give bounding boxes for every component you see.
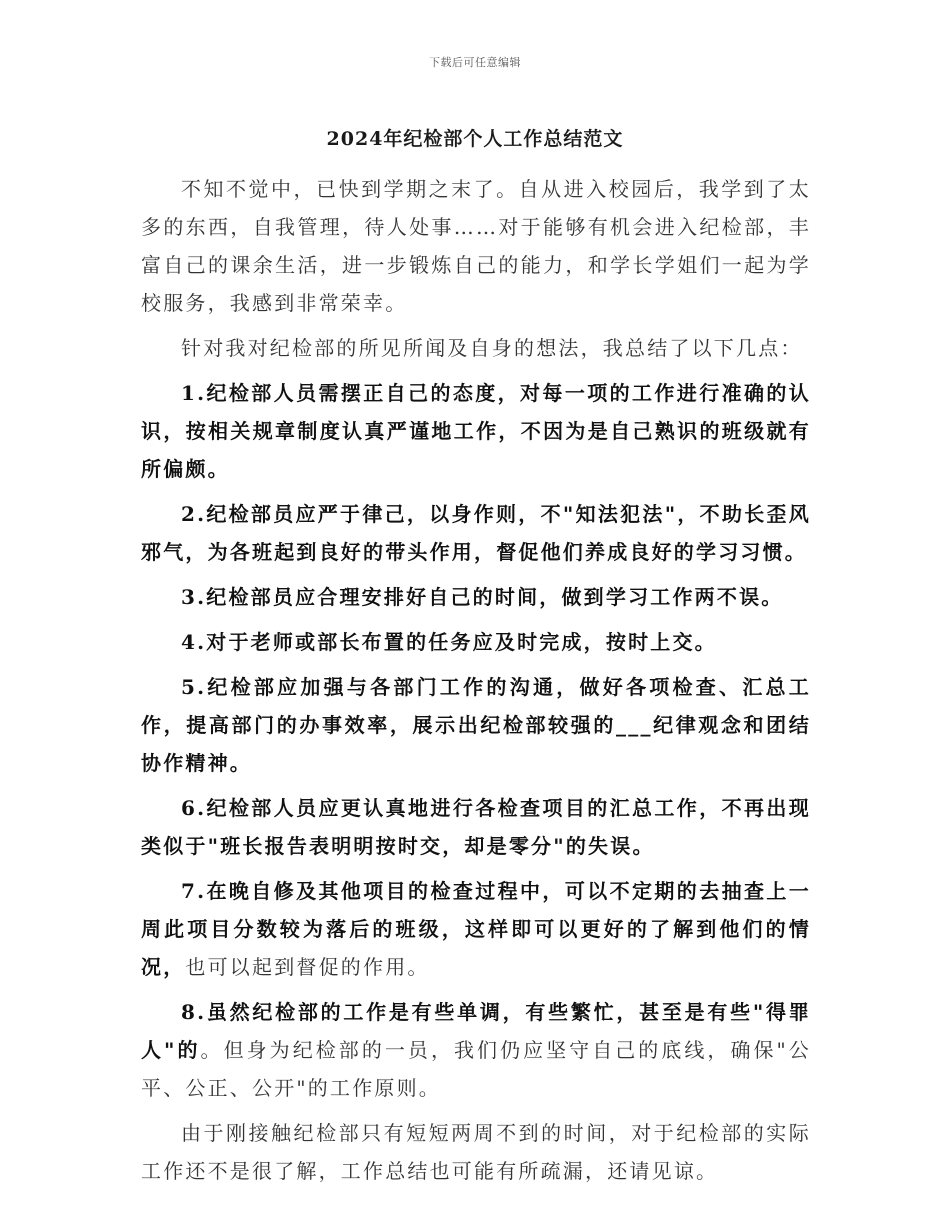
point-7 xyxy=(141,872,811,986)
point-3: 3.纪检部员应合理安排好自己的时间，做到学习工作两不误。 xyxy=(181,585,784,609)
point-1: 1.纪检部人员需摆正自己的态度，对每一项的工作进行准确的认识，按相关规章制度认真严谨地工作，不因为是自己熟识的班级就有所偏颇。 xyxy=(141,381,811,481)
header-note: 下载后可任意编辑 xyxy=(429,56,521,69)
intro-paragraph: 不知不觉中，已快到学期之末了。自从进入校园后，我学到了太多的东西，自我管理，待人处事……对于能够有机会进入纪检部，丰富自己的课余生活，进一步锻炼自己的能力，和学长学姐们一起为学校服务，我感到非常荣幸。 xyxy=(141,177,811,315)
point-7-normal-text: 也可以起到督促的作用。 xyxy=(185,955,430,979)
document-title: 2024年纪检部个人工作总结范文 xyxy=(326,128,624,150)
point-8 xyxy=(141,993,811,1107)
point-8-bold-text: 8.虽然纪检部的工作是有些单调，有些繁忙，甚至是有些"得罪人"的 xyxy=(141,1000,811,1062)
point-7-bold-text: 7.在晚自修及其他项目的检查过程中，可以不定期的去抽查上一周此项目分数较为落后的班级，这样即可以更好的了解到他们的情况， xyxy=(141,879,811,979)
point-8-normal-text: 。但身为纪检部的一员，我们仍应坚守自己的底线，确保"公平、公正、公开"的工作原则。 xyxy=(141,1038,811,1100)
intro-summary-paragraph: 针对我对纪检部的所见所闻及自身的想法，我总结了以下几点： xyxy=(181,336,803,360)
point-5: 5.纪检部应加强与各部门工作的沟通，做好各项检查、汇总工作，提高部门的办事效率，展示出纪检部较强的___纪律观念和团结协作精神。 xyxy=(141,675,811,775)
point-6: 6.纪检部人员应更认真地进行各检查项目的汇总工作，不再出现类似于"班长报告表明明按时交，却是零分"的失误。 xyxy=(141,796,811,858)
point-4: 4.对于老师或部长布置的任务应及时完成，按时上交。 xyxy=(181,630,717,654)
closing-paragraph: 由于刚接触纪检部只有短短两周不到的时间，对于纪检部的实际工作还不是很了解，工作总结也可能有所疏漏，还请见谅。 xyxy=(141,1121,811,1183)
point-2: 2.纪检部员应严于律己，以身作则，不"知法犯法"，不助长歪风邪气，为各班起到良好的带头作用，督促他们养成良好的学习习惯。 xyxy=(141,502,811,564)
document-body xyxy=(141,170,811,1190)
